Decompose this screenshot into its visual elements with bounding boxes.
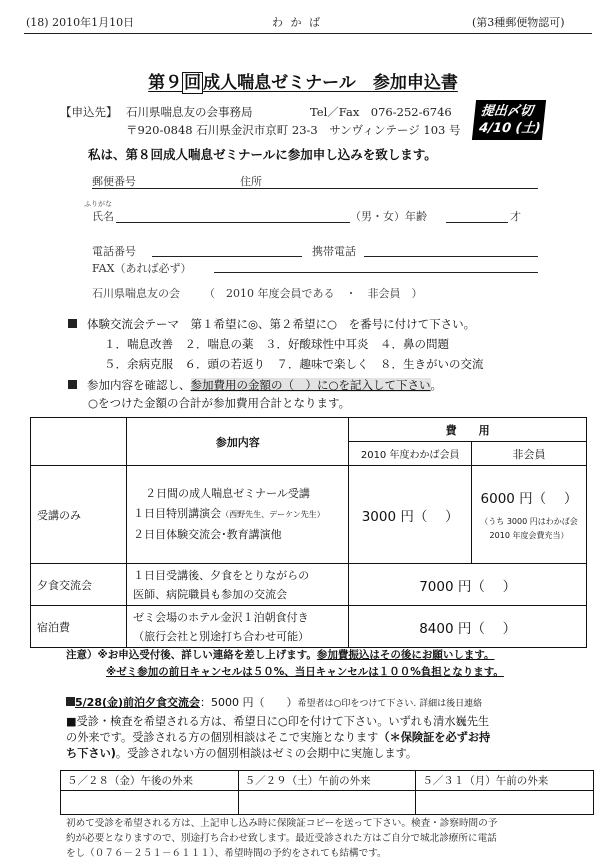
notice-text: 注意）※お申込受付後、詳しい連絡を差し上げます。	[66, 649, 317, 661]
fee-row-lodging	[31, 606, 587, 648]
consult-line1: ■受診・検査を希望される方は、希望日に○印を付けて下さい。いずれも清水巍先生	[66, 715, 490, 728]
title-prefix: 第９	[148, 73, 183, 93]
age-unit: 才	[510, 210, 521, 223]
footer-line1: 初めて受診を希望される方は、上記申し込み時に保険証コピーを送って下さい。検査・診察時間の予	[66, 818, 498, 829]
name-line[interactable]	[116, 222, 350, 223]
clinic-days-table	[60, 770, 594, 815]
consult-line2	[66, 730, 490, 745]
lodging-fee-cell[interactable]: 8400 円（ ）	[349, 606, 587, 648]
name-label: 氏名	[92, 210, 114, 223]
consult-text: 。受診されない方の個別相談はゼミの会期中に実施します。	[115, 747, 418, 760]
bullet-square-icon	[66, 697, 75, 706]
cancellation-policy: ※ゼミ参加の前日キャンセルは５０%、当日キャンセルは１００%負担となります。	[106, 666, 504, 678]
fee-row-dinner	[31, 564, 587, 606]
fee-table	[30, 417, 587, 648]
theme-options-row2: ５．余病克服 ６．頭の若返り ７．趣味で楽しく ８．生きがいの交流	[104, 357, 484, 371]
consult-line3	[66, 746, 417, 761]
phone-line[interactable]	[152, 256, 302, 257]
fax-label: FAX（あれば必ず）	[92, 262, 192, 275]
footer-line3: をし（０７６－２５１－６１１１）、希望時間の予約をされても結構です。	[66, 848, 387, 859]
clinic-day-mark-cell[interactable]	[416, 791, 594, 815]
address-label: 住所	[240, 175, 262, 188]
furigana-label: ふりがな	[84, 200, 112, 208]
membership-org: 石川県喘息友の会	[92, 287, 180, 300]
row-category: 受講のみ	[31, 466, 127, 564]
declaration: 私は、第８回成人喘息ゼミナールに参加申し込みを致します。	[88, 147, 437, 162]
clinic-day-mark-cell[interactable]	[238, 791, 416, 815]
consult-text: の外来です。受診される方の個別相談はそこで実施となります	[66, 731, 379, 744]
contact-telfax: Tel／Fax 076-252-6746	[310, 105, 452, 119]
desc-line-text: １日目特別講演会	[133, 507, 222, 520]
header-member: 2010 年度わかば会員	[349, 442, 472, 466]
dinner-fee-cell[interactable]: 7000 円（ ）	[349, 564, 587, 606]
phone-label: 電話番号	[92, 245, 136, 258]
header-rule	[24, 33, 592, 34]
desc-line	[133, 504, 348, 525]
theme-instruction	[68, 316, 475, 332]
desc-line: ゼミ会場のホテル金沢１泊朝食付き	[133, 610, 309, 624]
fee-instruction-prefix: 参加内容を確認し、	[87, 378, 191, 392]
page-title	[0, 68, 606, 93]
deadline-badge	[472, 100, 546, 140]
fee-instruction-highlight: 参加費用の金額の（ ）に○を記入して下さい	[190, 378, 431, 392]
fee-instruction-suffix: 。	[430, 378, 443, 392]
contact-org: 石川県喘息友の会事務局	[126, 105, 253, 119]
pre-dinner-fee[interactable]: ：5000 円（ ）	[200, 696, 298, 709]
title-rest: 成人喘息ゼミナール 参加申込書	[203, 73, 458, 93]
mobile-line[interactable]	[364, 256, 538, 257]
row-category: 宿泊費	[31, 606, 127, 648]
fee-row-lecture	[31, 466, 587, 564]
bullet-square-icon	[68, 380, 77, 389]
consult-bold: （＊保険証を必ずお持	[378, 731, 491, 744]
clinic-day-header: ５／３１（月）午前の外来	[416, 771, 594, 791]
deadline-date: 4/10 (土)	[478, 121, 542, 136]
member-fee-cell[interactable]: 3000 円（ ）	[349, 466, 472, 564]
nonmember-fee-note: （うち 3000 円はわかば会 2010 年度会費充当）	[480, 516, 578, 540]
clinic-day-mark-cell[interactable]	[61, 791, 239, 815]
header-fee: 費 用	[349, 418, 587, 442]
theme-options-row1: １．喘息改善 ２．喘息の薬 ３．好酸球性中耳炎 ４．鼻の問題	[104, 337, 449, 351]
theme-instruction-text: 体験交流会テーマ 第１希望に◎、第２希望に○ を番号に付けて下さい。	[87, 317, 476, 331]
fee-instruction-line2: ○をつけた金額の合計が参加費用合計となります。	[88, 396, 351, 410]
gender-age-label: （男・女）年齢	[350, 210, 427, 223]
deadline-label: 提出〆切	[480, 104, 534, 119]
row-category: 夕食交流会	[31, 564, 127, 606]
row-description	[127, 564, 349, 606]
speakers-note: （西野先生、デーケン先生）	[221, 510, 325, 519]
bullet-square-icon	[68, 319, 77, 328]
pre-dinner-row	[66, 694, 482, 710]
desc-line: ２日目体験交流会･教育講演他	[133, 528, 282, 541]
nonmember-fee-cell[interactable]	[472, 466, 587, 564]
notice-line2	[106, 664, 504, 679]
desc-line: ２日間の成人喘息ゼミナール受講	[145, 487, 310, 500]
header-nonmember: 非会員	[472, 442, 587, 466]
contact-address: 〒920-0848 石川県金沢市京町 23-3 サンヴィンテージ 103 号	[126, 123, 461, 137]
clinic-day-header: ５／２９（土）午前の外来	[238, 771, 416, 791]
consult-bold: ち下さい)	[66, 747, 116, 760]
desc-line: １日目受講後、夕食をとりながらの	[133, 568, 310, 582]
desc-line: （旅行会社と別途打ち合わせ可能）	[133, 629, 310, 643]
issue-date: (18) 2010年1月10日	[26, 16, 135, 29]
age-line[interactable]	[446, 222, 508, 223]
notice-underlined: 参加費振込はその後にお願いします。	[316, 649, 495, 661]
membership-options[interactable]: （ 2010 年度会員である ・ 非会員 ）	[204, 287, 423, 300]
row-description	[127, 606, 349, 648]
desc-line: 医師、病院職員も参加の交流会	[133, 587, 288, 601]
fee-table-corner	[31, 418, 127, 466]
header-content: 参加内容	[127, 418, 349, 466]
pre-dinner-note: 希望者は○印をつけて下さい. 詳細は後日連絡	[297, 699, 483, 709]
title-boxed-char: 回	[184, 73, 202, 93]
nonmember-fee[interactable]: 6000 円（ ）	[480, 490, 578, 507]
fee-instruction	[68, 377, 442, 393]
postal-address-line[interactable]	[92, 188, 538, 189]
postal-permit-note: (第3種郵便物認可)	[472, 16, 565, 29]
contact-label: 【申込先】	[60, 105, 118, 119]
clinic-day-header: ５／２８（金）午後の外来	[61, 771, 239, 791]
row-description	[127, 466, 349, 564]
fax-line[interactable]	[214, 272, 538, 273]
postal-code-label: 郵便番号	[92, 175, 136, 188]
newsletter-name: わ か ば	[272, 16, 322, 29]
pre-dinner-title: 5/28(金)前泊夕食交流会	[75, 696, 201, 709]
footer-line2: 約が必要となりますので、別途打ち合わせ致します。最近受診された方はご自分で城北診療所に電話	[66, 833, 497, 844]
notice-line1	[66, 647, 495, 662]
mobile-label: 携帯電話	[312, 245, 356, 258]
